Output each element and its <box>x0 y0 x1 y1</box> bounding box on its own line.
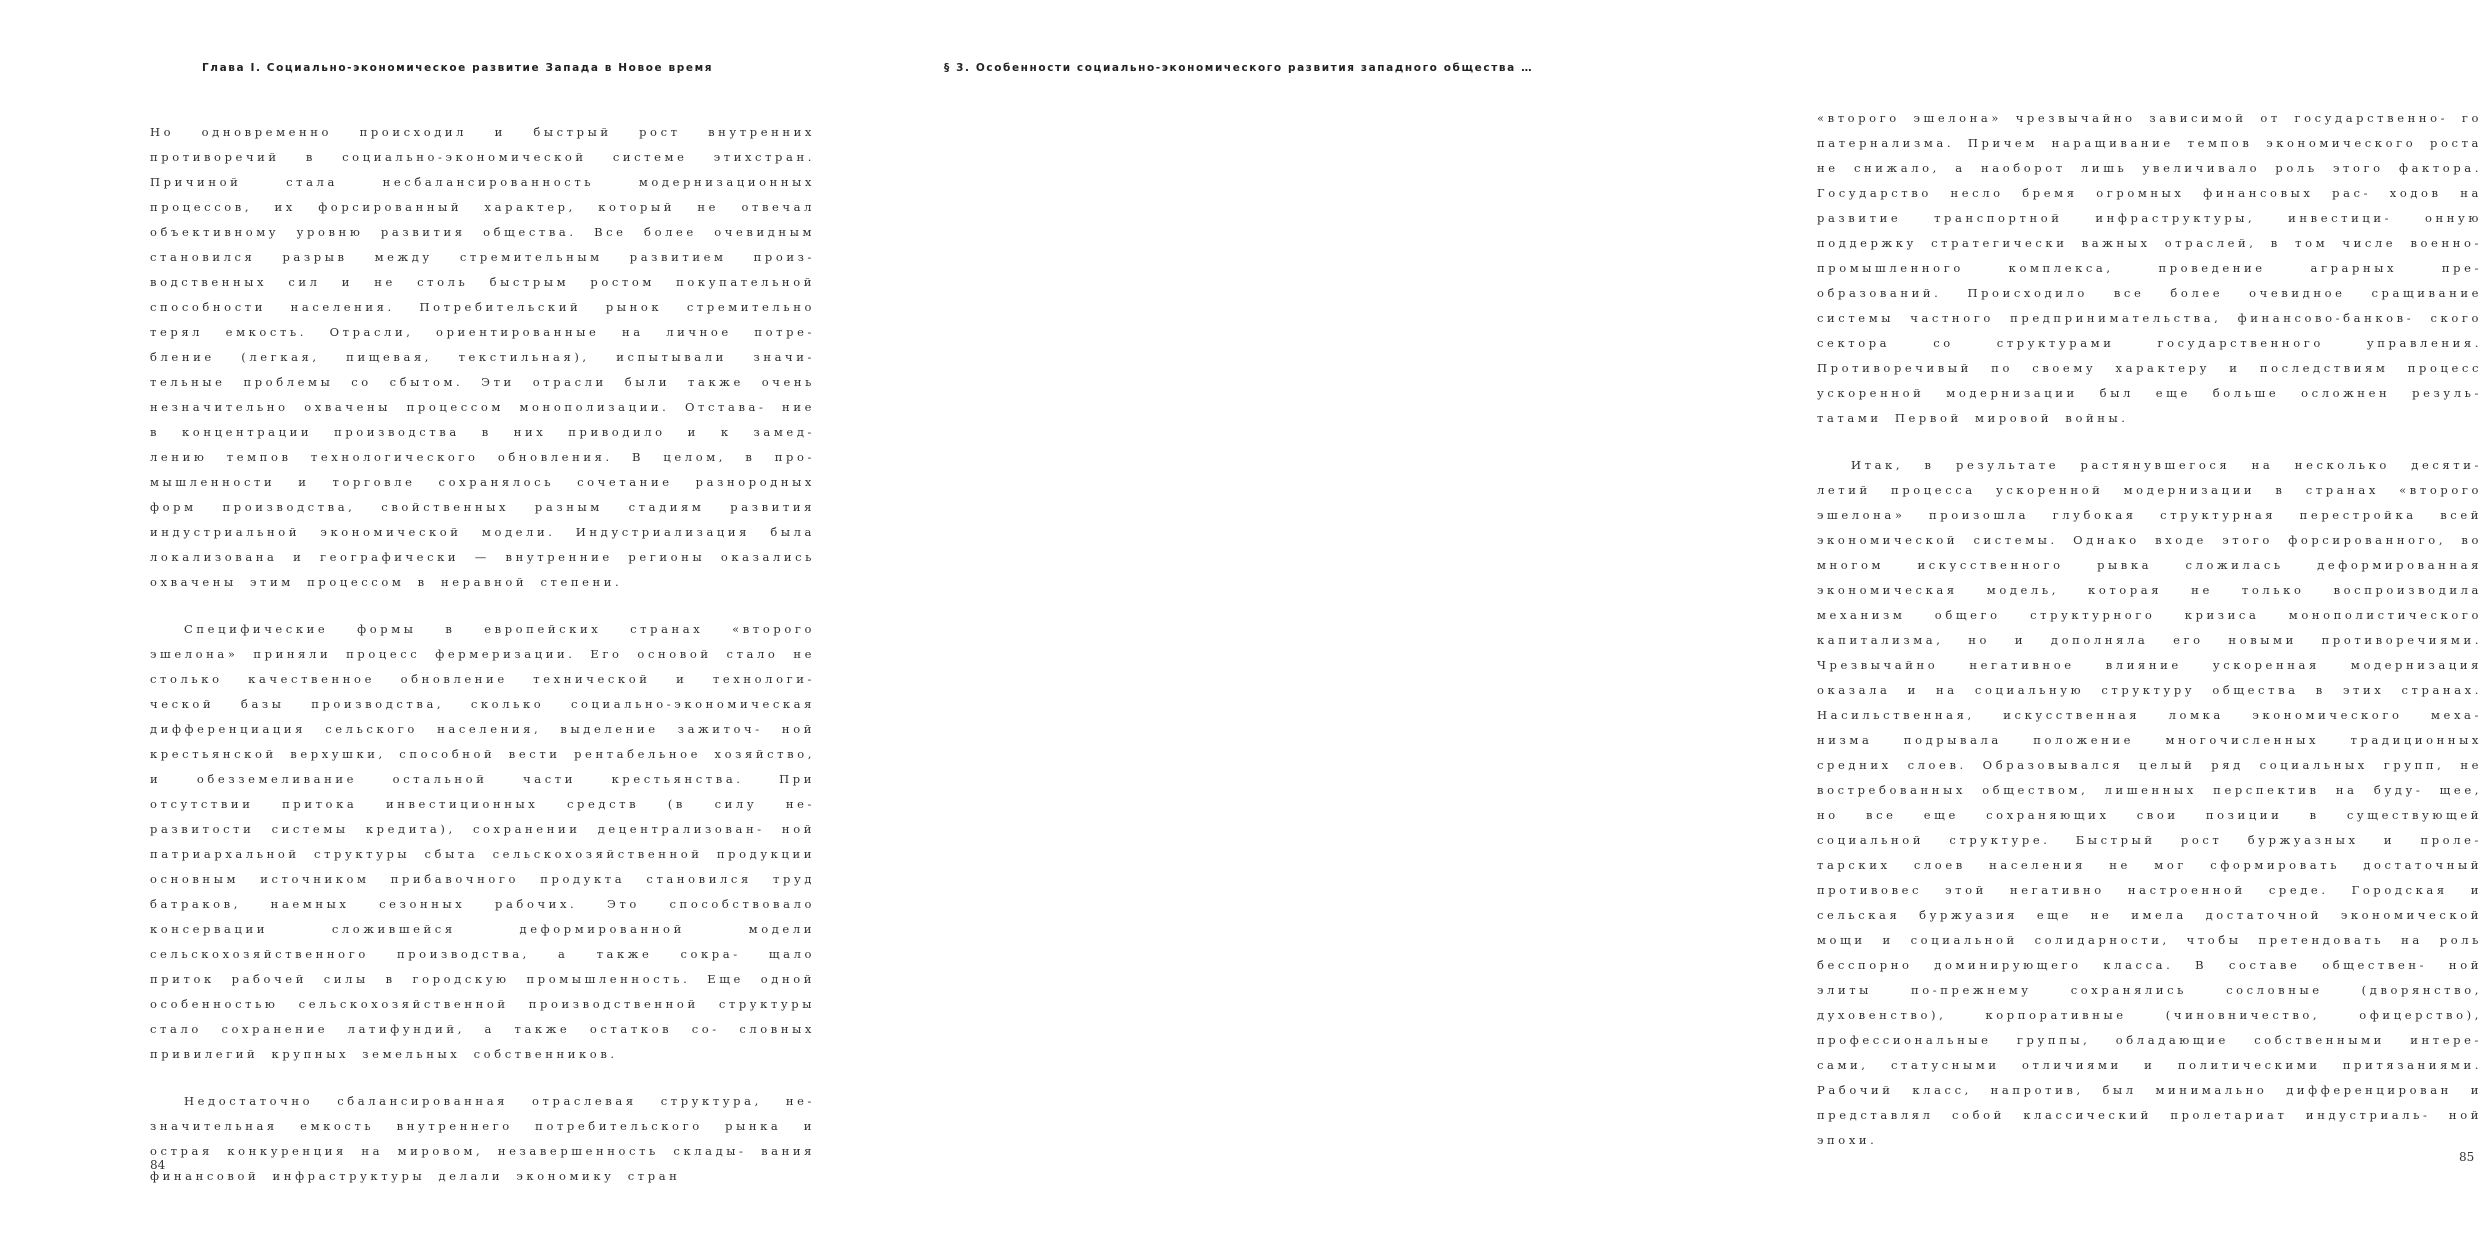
left-page <box>0 0 877 1239</box>
paragraph: Недостаточно сбалансированная отраслевая структура, не- значительная емкость внутреннего потребительского рынка и острая конкуренция на мировом, незавершенность склады- вания финансовой инфраструктуры делали экономику стран <box>150 1094 815 1183</box>
paragraph: «второго эшелона» чрезвычайно зависимой от государственно- го патернализма. Причем наращивание темпов экономического роста не снижало, а наоборот лишь увеличивало роль этого фактора. Государство несло бремя огромных финансовых рас- ходов на развитие транспортной инфраструктуры, инвестици- онную поддержку стратегически важных отраслей, в том числе военно-промышленного комплекса, проведение аграрных пре- образований. Происходило все более очевидное сращивание системы частного предпринимательства, финансово-банков- ского сектора со структурами государственного управления. Противоречивый по своему характеру и последствиям процесс ускоренной модернизации был еще больше осложнен резуль- татами Первой мировой войны. <box>1817 111 2482 425</box>
paragraph: Но одновременно происходил и быстрый рост внутренних противоречий в социально-экономической системе этихстран. Причиной стала несбалансированность модернизационных процессов, их форсированный характер, который не отвечал объективному уровню развития общества. Все более очевидным становился разрыв между стремительным развитием произ- водственных сил и не столь быстрым ростом покупательной способности населения. Потребительский рынок стремительно терял емкость. Отрасли, ориентированные на личное потре- бление (легкая, пищевая, текстильная), испытывали значи- тельные проблемы со сбытом. Эти отрасли были также очень незначительно охвачены процессом монополизации. Отстава- ние в концентрации производства в них приводило и к замед- лению темпов технологического обновления. В целом, в про- мышленности и торговле сохранялось сочетание разнородных форм производства, свойственных разным стадиям развития индустриальной экономической модели. Индустриализация была локализована и географически — внутренние регионы оказались охвачены этим процессом в неравной степени. <box>150 125 815 589</box>
right-page <box>877 0 2482 1239</box>
paragraph: Специфические формы в европейских странах «второго эшелона» приняли процесс фермеризации. Его основой стало не столько качественное обновление технической и технологи- ческой базы производства, сколько социально-экономическая дифференциация сельского населения, выделение зажиточ- ной крестьянской верхушки, способной вести рентабельное хозяйство, и обезземеливание остальной части крестьянства. При отсутствии притока инвестиционных средств (в силу не- развитости системы кредита), сохранении децентрализован- ной патриархальной структуры сбыта сельскохозяйственной продукции основным источником прибавочного продукта становился труд батраков, наемных сезонных рабочих. Это способствовало консервации сложившейся деформированной модели сельскохозяйственного производства, а также сокра- щало приток рабочей силы в городскую промышленность. Еще одной особенностью сельскохозяйственной производственной структуры стало сохранение латифундий, а также остатков со- словных привилегий крупных земельных собственников. <box>150 622 815 1061</box>
page-number-left: 84 <box>150 1158 166 1172</box>
body-text-left <box>150 120 815 1211</box>
running-head-left: Глава I. Социально-экономическое развитие Запада в Новое время <box>202 62 714 74</box>
body-text-right <box>1817 106 2482 1175</box>
running-head-right: § 3. Особенности социально-экономического развития западного общества … <box>944 62 1534 74</box>
page-number-right: 85 <box>2459 1150 2475 1164</box>
paragraph: Итак, в результате растянувшегося на несколько десяти- летий процесса ускоренной модернизации в странах «второго эшелона» произошла глубокая структурная перестройка всей экономической системы. Однако входе этого форсированного, во многом искусственного рывка сложилась деформированная экономическая модель, которая не только воспроизводила механизм общего структурного кризиса монополистического капитализма, но и дополняла его новыми противоречиями. Чрезвычайно негативное влияние ускоренная модернизация оказала и на социальную структуру общества в этих странах. Насильственная, искусственная ломка экономического меха- низма подрывала положение многочисленных традиционных средних слоев. Образовывался целый ряд социальных групп, не востребованных обществом, лишенных перспектив на буду- щее, но все еще сохраняющих свои позиции в существующей социальной структуре. Быстрый рост буржуазных и проле- тарских слоев населения не мог сформировать достаточный противовес этой негативно настроенной среде. Городская и сельская буржуазия еще не имела достаточной экономической мощи и социальной солидарности, чтобы претендовать на роль бесспорно доминирующего класса. В составе обществен- ной элиты по-прежнему сохранялись сословные (дворянство, духовенство), корпоративные (чиновничество, офицерство), профессиональные группы, обладающие собственными интере- сами, статусными отличиями и политическими притязаниями. Рабочий класс, напротив, был минимально дифференцирован и представлял собой классический пролетариат индустриаль- ной эпохи. <box>1817 458 2482 1147</box>
